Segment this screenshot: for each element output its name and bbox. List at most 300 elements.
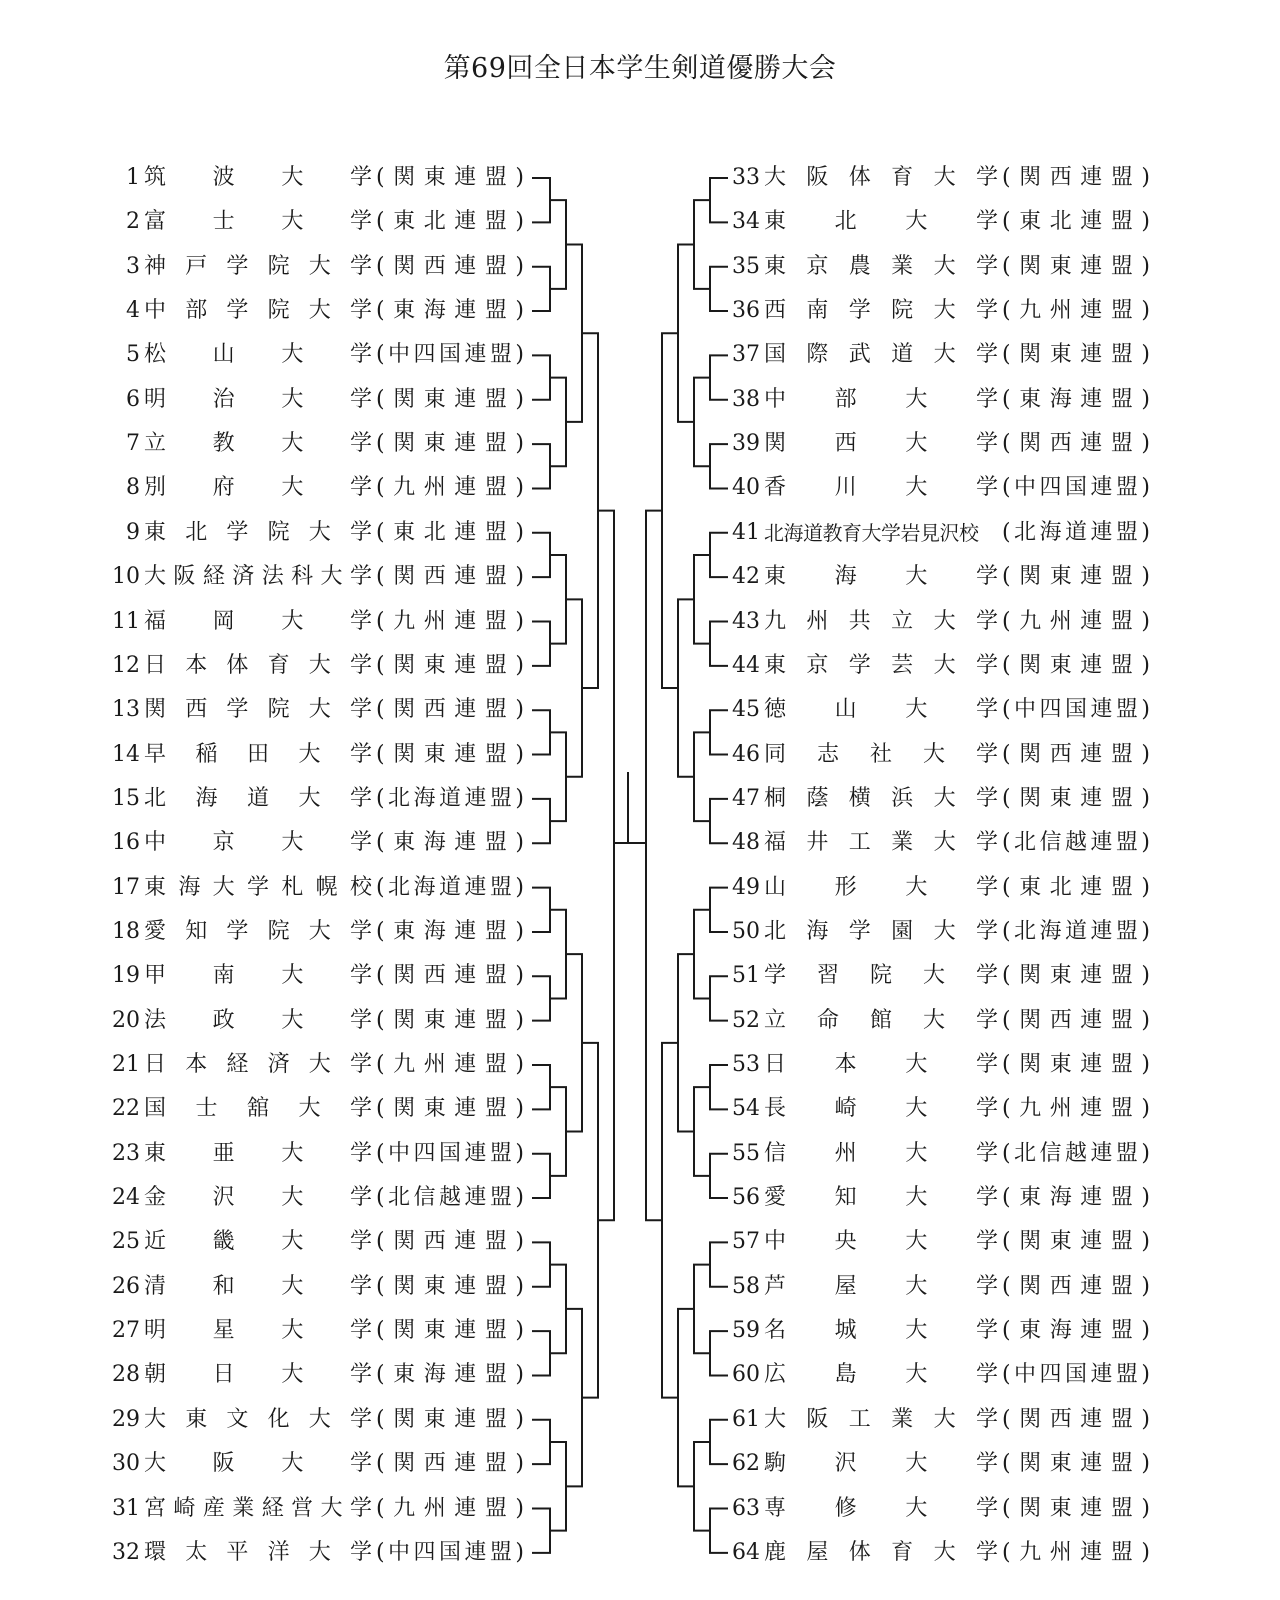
conference-char: 盟 bbox=[1110, 165, 1133, 190]
conference-char: 盟 bbox=[1115, 1140, 1138, 1166]
team-name-char: 大 bbox=[298, 785, 321, 811]
seed-number: 40 bbox=[732, 475, 760, 501]
conference-char: 関 bbox=[393, 564, 416, 590]
conference-char: 盟 bbox=[484, 830, 507, 856]
bracket-match-round1 bbox=[710, 799, 728, 843]
team-name-char: 大 bbox=[905, 1052, 928, 1077]
team-name-char: 命 bbox=[816, 1007, 839, 1033]
conference-char: ) bbox=[515, 1362, 524, 1388]
conference-char: ) bbox=[1141, 1273, 1150, 1299]
conference-char: ( bbox=[376, 342, 385, 368]
seed-number: 18 bbox=[112, 918, 140, 944]
conference-char: ) bbox=[515, 697, 524, 723]
bracket-match-round3 bbox=[566, 1309, 582, 1486]
seed-number: 38 bbox=[732, 386, 760, 412]
seed-number: 20 bbox=[112, 1007, 140, 1033]
conference-char: ( bbox=[1002, 1406, 1011, 1432]
conference-char: ( bbox=[376, 785, 385, 811]
team-name-char: 学 bbox=[349, 785, 372, 811]
team-name-char: 同 bbox=[764, 741, 787, 767]
team-name-char: 州 bbox=[806, 608, 829, 634]
team-name-char: 業 bbox=[891, 253, 914, 279]
conference-char: 西 bbox=[423, 1451, 446, 1477]
conference-char: 西 bbox=[1049, 1406, 1072, 1432]
conference-char: 連 bbox=[454, 1273, 477, 1299]
team-name-char: 工 bbox=[848, 830, 871, 856]
conference-char: 盟 bbox=[484, 1273, 507, 1299]
conference-char: 盟 bbox=[1110, 209, 1133, 235]
seed-number: 19 bbox=[112, 963, 140, 989]
conference-char: 盟 bbox=[484, 697, 507, 723]
team-name-char: 大 bbox=[764, 1406, 787, 1432]
conference-char: 州 bbox=[1049, 1096, 1072, 1122]
team-name-char: 大 bbox=[281, 165, 304, 190]
conference-char: ( bbox=[1002, 1273, 1011, 1299]
seed-number: 27 bbox=[112, 1318, 140, 1344]
conference-char: 連 bbox=[1080, 608, 1103, 634]
team-name-char: 学 bbox=[349, 741, 372, 767]
conference-char: ( bbox=[1002, 1229, 1011, 1255]
conference-char: 国 bbox=[1064, 697, 1087, 723]
conference-char: 関 bbox=[393, 741, 416, 767]
conference-char: ( bbox=[1002, 209, 1011, 235]
team-name-char: 園 bbox=[891, 918, 914, 944]
conference-char: ( bbox=[1002, 519, 1011, 545]
team-name-char: 阪 bbox=[212, 1451, 235, 1477]
conference-char: ) bbox=[515, 963, 524, 989]
conference-char: 盟 bbox=[484, 475, 507, 501]
team-name-char: 学 bbox=[975, 874, 998, 900]
conference-char: 盟 bbox=[1110, 342, 1133, 368]
conference-char: ) bbox=[1141, 1451, 1150, 1477]
conference-char: ) bbox=[1141, 1007, 1150, 1033]
conference-char: 九 bbox=[393, 608, 416, 634]
team-name-char: 中 bbox=[144, 298, 167, 324]
team-name-char: 学 bbox=[349, 342, 372, 368]
conference-char: ( bbox=[1002, 830, 1011, 856]
conference-char: ) bbox=[1141, 697, 1150, 723]
conference-char: ( bbox=[376, 697, 385, 723]
team-name-char: 早 bbox=[144, 741, 167, 767]
conference-char: 盟 bbox=[484, 741, 507, 767]
conference-char: 盟 bbox=[484, 1096, 507, 1122]
bracket-match-round1 bbox=[532, 533, 550, 577]
team-name-char: 明 bbox=[144, 1318, 167, 1344]
team-name-char: 朝 bbox=[144, 1362, 167, 1388]
bracket-match-round1 bbox=[710, 533, 728, 577]
conference-char: 関 bbox=[393, 386, 416, 412]
team-name-char: 大 bbox=[308, 253, 331, 279]
conference-char: ( bbox=[376, 1318, 385, 1344]
conference-char: 盟 bbox=[484, 1318, 507, 1344]
team-name-char: 府 bbox=[212, 475, 235, 501]
bracket-match-round4 bbox=[662, 1043, 678, 1398]
team-name-char: 大 bbox=[281, 1229, 304, 1255]
bracket-match-round1 bbox=[710, 178, 728, 222]
bracket-match-round2 bbox=[694, 200, 710, 289]
team-name-char: 経 bbox=[202, 564, 225, 590]
conference-char: 連 bbox=[1080, 165, 1103, 190]
conference-char: 信 bbox=[1039, 1140, 1062, 1166]
team-name-char: 大 bbox=[905, 1273, 928, 1299]
team-name-char: 大 bbox=[281, 1362, 304, 1388]
bracket-match-round1 bbox=[532, 444, 550, 488]
team-name-char: 学 bbox=[975, 1495, 998, 1521]
team-name-char: 大 bbox=[933, 298, 956, 324]
team-name-char: 大 bbox=[922, 741, 945, 767]
team-name-char: 戸 bbox=[185, 253, 208, 279]
bracket-match-round2 bbox=[694, 1265, 710, 1354]
team-name-char: 大 bbox=[905, 475, 928, 501]
team-name-char: 東 bbox=[764, 652, 787, 678]
team-name-char: 大 bbox=[933, 342, 956, 368]
conference-char: ( bbox=[376, 1229, 385, 1255]
conference-char: 連 bbox=[1080, 298, 1103, 324]
team-name-char: 波 bbox=[212, 165, 235, 190]
bracket-match-round1 bbox=[710, 1065, 728, 1109]
team-name-char: 学 bbox=[975, 1052, 998, 1077]
conference-char: ) bbox=[1141, 963, 1150, 989]
conference-char: ) bbox=[515, 830, 524, 856]
bracket-match-round1 bbox=[710, 1154, 728, 1198]
team-name-char: 環 bbox=[144, 1539, 167, 1565]
team-name-char: 亜 bbox=[212, 1140, 235, 1166]
conference-char: 西 bbox=[423, 697, 446, 723]
conference-char: 関 bbox=[393, 1273, 416, 1299]
team-name-char: 院 bbox=[267, 253, 290, 279]
team-name-char: 社 bbox=[869, 741, 892, 767]
bracket-match-round1 bbox=[710, 710, 728, 754]
team-name-char: 学 bbox=[975, 342, 998, 368]
conference-char: ( bbox=[376, 298, 385, 324]
conference-char: ) bbox=[1141, 209, 1150, 235]
team-name-char: 政 bbox=[212, 1007, 235, 1033]
conference-char: 盟 bbox=[1110, 741, 1133, 767]
bracket-match-round1 bbox=[532, 622, 550, 666]
conference-char: 関 bbox=[1019, 1007, 1042, 1033]
conference-char: ( bbox=[1002, 253, 1011, 279]
conference-char: 連 bbox=[454, 519, 477, 545]
conference-char: 東 bbox=[1049, 342, 1072, 368]
conference-char: ) bbox=[515, 1140, 524, 1166]
conference-char: ( bbox=[1002, 165, 1011, 190]
team-name-char: 大 bbox=[308, 697, 331, 723]
conference-char: 連 bbox=[454, 1229, 477, 1255]
team-name-char: 浜 bbox=[891, 785, 914, 811]
conference-char: 関 bbox=[393, 253, 416, 279]
conference-char: 連 bbox=[464, 1185, 487, 1211]
conference-char: 盟 bbox=[484, 209, 507, 235]
conference-char: 四 bbox=[1039, 1362, 1062, 1388]
conference-char: 盟 bbox=[484, 253, 507, 279]
team-name-char: 東 bbox=[185, 1406, 208, 1432]
conference-char: 連 bbox=[1080, 1096, 1103, 1122]
conference-char: ( bbox=[376, 386, 385, 412]
conference-char: 州 bbox=[1049, 1539, 1072, 1565]
bracket-match-round1 bbox=[532, 178, 550, 222]
conference-char: 連 bbox=[454, 1052, 477, 1077]
conference-char: ) bbox=[1141, 519, 1150, 545]
bracket-match-round5 bbox=[598, 511, 614, 1221]
conference-char: 海 bbox=[1049, 1185, 1072, 1211]
conference-char: 盟 bbox=[1110, 963, 1133, 989]
conference-char: ) bbox=[515, 1229, 524, 1255]
seed-number: 28 bbox=[112, 1362, 140, 1388]
seed-number: 39 bbox=[732, 431, 760, 457]
bracket-match-round1 bbox=[532, 799, 550, 843]
seed-number: 43 bbox=[732, 608, 760, 634]
conference-char: 国 bbox=[438, 342, 461, 368]
team-name-char: 筑 bbox=[144, 165, 167, 190]
conference-char: 盟 bbox=[1110, 1273, 1133, 1299]
conference-char: ( bbox=[376, 1185, 385, 1211]
conference-char: 国 bbox=[1064, 475, 1087, 501]
team-name-char: 大 bbox=[933, 1539, 956, 1565]
conference-char: 西 bbox=[423, 253, 446, 279]
team-name-char: 育 bbox=[267, 652, 290, 678]
conference-char: 連 bbox=[1090, 1140, 1113, 1166]
conference-char: 州 bbox=[423, 608, 446, 634]
conference-char: ( bbox=[376, 1007, 385, 1033]
team-name-char: 西 bbox=[834, 431, 857, 457]
team-name-char: 宮 bbox=[144, 1495, 167, 1521]
conference-char: 九 bbox=[1019, 1096, 1042, 1122]
conference-char: 中 bbox=[388, 1539, 411, 1565]
team-name-char: 明 bbox=[144, 386, 167, 412]
team-name-char: 道 bbox=[246, 785, 269, 811]
team-name-char: 大 bbox=[905, 1318, 928, 1344]
team-name-char: 大 bbox=[281, 1451, 304, 1477]
conference-char: 盟 bbox=[484, 1495, 507, 1521]
team-name-char: 広 bbox=[764, 1362, 787, 1388]
team-name-char: 関 bbox=[144, 697, 167, 723]
conference-char: ) bbox=[515, 874, 524, 900]
conference-char: 北 bbox=[1049, 209, 1072, 235]
bracket-match-round2 bbox=[694, 555, 710, 644]
conference-char: 連 bbox=[454, 1451, 477, 1477]
bracket-match-round4 bbox=[582, 1043, 598, 1398]
seed-number: 31 bbox=[112, 1495, 140, 1521]
conference-char: 盟 bbox=[1110, 1096, 1133, 1122]
team-name-char: 別 bbox=[144, 475, 167, 501]
conference-char: 東 bbox=[423, 1007, 446, 1033]
team-name-char: 体 bbox=[848, 1539, 871, 1565]
conference-char: 西 bbox=[1049, 741, 1072, 767]
conference-char: 越 bbox=[438, 1185, 461, 1211]
team-name-char: 学 bbox=[975, 475, 998, 501]
bracket-match-round3 bbox=[678, 245, 694, 422]
conference-char: ( bbox=[376, 1140, 385, 1166]
team-name-char: 大 bbox=[212, 874, 235, 900]
conference-char: 連 bbox=[454, 1362, 477, 1388]
conference-char: ( bbox=[1002, 1318, 1011, 1344]
conference-char: 連 bbox=[454, 253, 477, 279]
team-name-char: 阪 bbox=[173, 564, 196, 590]
conference-char: ) bbox=[515, 785, 524, 811]
team-name-char: 島 bbox=[834, 1362, 857, 1388]
conference-char: ( bbox=[376, 431, 385, 457]
team-name-char: 大 bbox=[320, 564, 343, 590]
team-name-char: 中 bbox=[144, 830, 167, 856]
team-name-char: 学 bbox=[848, 298, 871, 324]
conference-char: 盟 bbox=[1115, 697, 1138, 723]
conference-char: 盟 bbox=[484, 1451, 507, 1477]
conference-char: ( bbox=[376, 918, 385, 944]
team-name-char: 大 bbox=[144, 1406, 167, 1432]
team-name-char: 学 bbox=[975, 298, 998, 324]
conference-char: 盟 bbox=[484, 431, 507, 457]
team-name-char: 大 bbox=[308, 1539, 331, 1565]
conference-char: 盟 bbox=[484, 1007, 507, 1033]
team-name-char: 志 bbox=[816, 741, 839, 767]
conference-char: 海 bbox=[1039, 519, 1062, 545]
team-name-char: 駒 bbox=[764, 1451, 787, 1477]
conference-char: 連 bbox=[464, 1539, 487, 1565]
conference-char: 連 bbox=[1080, 785, 1103, 811]
conference-char: ) bbox=[1141, 253, 1150, 279]
team-name-char: 長 bbox=[764, 1096, 787, 1122]
team-name: 北海道教育大学岩見沢校 bbox=[764, 520, 979, 545]
team-name-char: 大 bbox=[320, 1495, 343, 1521]
team-name-char: 大 bbox=[922, 963, 945, 989]
team-name-char: 学 bbox=[975, 431, 998, 457]
conference-char: 東 bbox=[1049, 1495, 1072, 1521]
conference-char: 関 bbox=[1019, 741, 1042, 767]
conference-char: ) bbox=[1141, 1229, 1150, 1255]
conference-char: 盟 bbox=[1110, 564, 1133, 590]
team-name-char: 信 bbox=[764, 1140, 787, 1166]
seed-number: 4 bbox=[126, 298, 140, 324]
team-name-char: 学 bbox=[349, 830, 372, 856]
team-name-char: 大 bbox=[281, 830, 304, 856]
conference-char: ( bbox=[376, 652, 385, 678]
team-name-char: 大 bbox=[933, 165, 956, 190]
conference-char: 関 bbox=[1019, 165, 1042, 190]
team-name-char: 学 bbox=[975, 1229, 998, 1255]
bracket-match-round2 bbox=[550, 555, 566, 644]
team-name-char: 大 bbox=[144, 1451, 167, 1477]
conference-char: ) bbox=[1141, 298, 1150, 324]
team-name-char: 中 bbox=[764, 386, 787, 412]
conference-char: ( bbox=[1002, 874, 1011, 900]
conference-char: 連 bbox=[454, 431, 477, 457]
team-name-char: 学 bbox=[975, 1007, 998, 1033]
seed-number: 51 bbox=[732, 963, 760, 989]
conference-char: ) bbox=[515, 564, 524, 590]
conference-char: ) bbox=[1141, 918, 1150, 944]
team-name-char: 東 bbox=[144, 874, 167, 900]
conference-char: ) bbox=[1141, 1539, 1150, 1565]
conference-char: 東 bbox=[1019, 209, 1042, 235]
team-name-char: 福 bbox=[764, 830, 787, 856]
conference-char: 東 bbox=[1019, 1185, 1042, 1211]
team-name-char: 文 bbox=[226, 1406, 249, 1432]
conference-char: ) bbox=[1141, 785, 1150, 811]
team-name-char: 日 bbox=[144, 652, 167, 678]
conference-char: 連 bbox=[454, 1318, 477, 1344]
team-name-char: 院 bbox=[267, 519, 290, 545]
team-name-char: 学 bbox=[349, 209, 372, 235]
conference-char: 連 bbox=[454, 1495, 477, 1521]
conference-char: 連 bbox=[1080, 342, 1103, 368]
team-name-char: 知 bbox=[834, 1185, 857, 1211]
team-name-char: 南 bbox=[806, 298, 829, 324]
conference-char: ) bbox=[515, 1185, 524, 1211]
seed-number: 58 bbox=[732, 1273, 760, 1299]
conference-char: 連 bbox=[454, 564, 477, 590]
conference-char: 関 bbox=[1019, 1451, 1042, 1477]
conference-char: 海 bbox=[1049, 386, 1072, 412]
conference-char: 東 bbox=[423, 1273, 446, 1299]
bracket-match-round2 bbox=[550, 732, 566, 821]
conference-char: 連 bbox=[1080, 564, 1103, 590]
team-name-char: 学 bbox=[975, 1539, 998, 1565]
bracket-match-round1 bbox=[710, 1509, 728, 1553]
seed-number: 5 bbox=[126, 342, 140, 368]
conference-char: ( bbox=[376, 1406, 385, 1432]
seed-number: 8 bbox=[126, 475, 140, 501]
team-name-char: 神 bbox=[144, 253, 167, 279]
team-name-char: 大 bbox=[308, 519, 331, 545]
team-name-char: 富 bbox=[144, 209, 167, 235]
conference-char: 関 bbox=[1019, 1406, 1042, 1432]
conference-char: 連 bbox=[1090, 697, 1113, 723]
team-name-char: 院 bbox=[267, 697, 290, 723]
conference-char: ( bbox=[376, 165, 385, 190]
conference-char: 連 bbox=[454, 652, 477, 678]
team-name-char: 北 bbox=[144, 785, 167, 811]
team-name-char: 大 bbox=[281, 1273, 304, 1299]
team-name-char: 育 bbox=[891, 1539, 914, 1565]
team-name-char: 学 bbox=[349, 1229, 372, 1255]
team-name-char: 士 bbox=[212, 209, 235, 235]
team-name-char: 済 bbox=[267, 1052, 290, 1077]
conference-char: 四 bbox=[413, 1539, 436, 1565]
team-name-char: 京 bbox=[212, 830, 235, 856]
team-name-char: 大 bbox=[905, 209, 928, 235]
team-name-char: 学 bbox=[975, 1096, 998, 1122]
team-name-char: 阪 bbox=[806, 165, 829, 190]
team-name-char: 九 bbox=[764, 608, 787, 634]
team-name-char: 香 bbox=[764, 475, 787, 501]
conference-char: 連 bbox=[454, 1406, 477, 1432]
conference-char: 関 bbox=[1019, 963, 1042, 989]
conference-char: 関 bbox=[1019, 1052, 1042, 1077]
conference-char: ) bbox=[1141, 165, 1150, 190]
team-name-char: 科 bbox=[291, 564, 314, 590]
team-name-char: 学 bbox=[975, 741, 998, 767]
team-name-char: 学 bbox=[349, 1273, 372, 1299]
conference-char: 国 bbox=[438, 1539, 461, 1565]
conference-char: 連 bbox=[454, 475, 477, 501]
team-name-char: 松 bbox=[144, 342, 167, 368]
conference-char: ) bbox=[515, 298, 524, 324]
conference-char: ( bbox=[1002, 1140, 1011, 1166]
team-name-char: 大 bbox=[281, 608, 304, 634]
bracket-match-round3 bbox=[678, 1309, 694, 1486]
seed-number: 41 bbox=[732, 519, 760, 545]
team-name-char: 専 bbox=[764, 1495, 787, 1521]
conference-char: 中 bbox=[1014, 697, 1037, 723]
team-name-char: 学 bbox=[349, 1007, 372, 1033]
conference-char: 西 bbox=[423, 1229, 446, 1255]
conference-char: 連 bbox=[454, 608, 477, 634]
bracket-match-round3 bbox=[566, 599, 582, 776]
conference-char: 関 bbox=[1019, 342, 1042, 368]
conference-char: 九 bbox=[393, 1052, 416, 1077]
team-name-char: 育 bbox=[891, 165, 914, 190]
conference-char: 関 bbox=[1019, 564, 1042, 590]
